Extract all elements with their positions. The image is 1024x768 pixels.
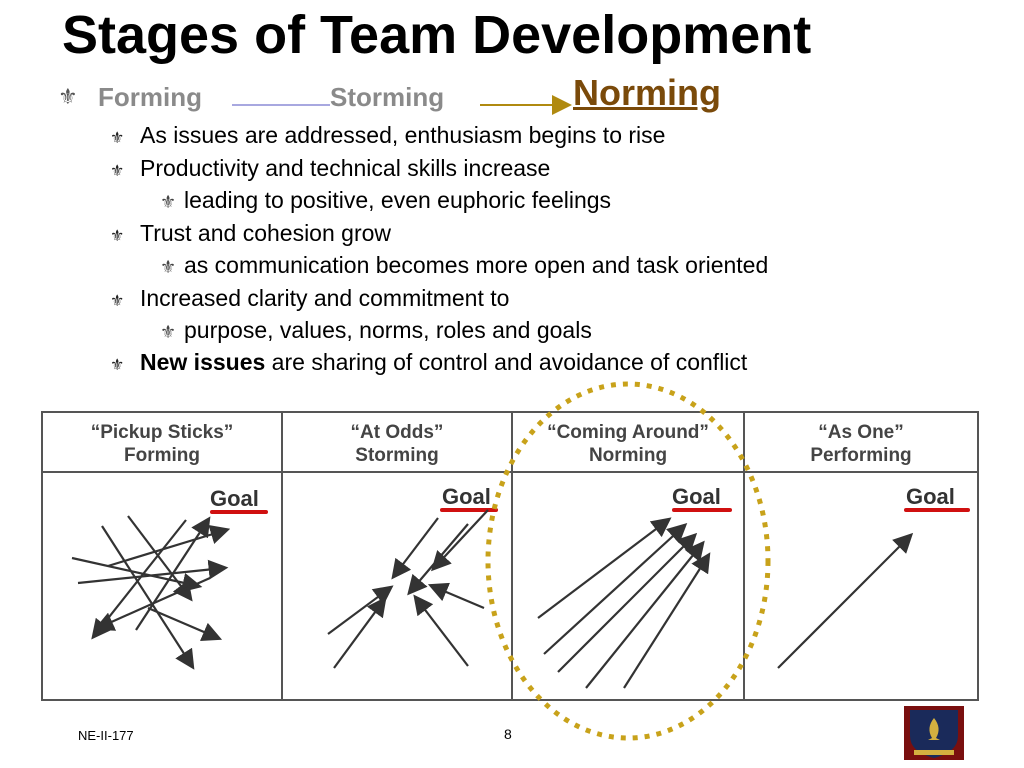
panel-nickname: “At Odds” <box>350 422 444 443</box>
list-item: ⚜ leading to positive, even euphoric feelings <box>160 187 612 213</box>
panel-stage: Performing <box>810 445 912 466</box>
footer-code: NE-II-177 <box>78 728 134 743</box>
list-item: ⚜ Increased clarity and commitment to <box>110 285 510 311</box>
list-item: ⚜ New issues are sharing of control and avoidance of conflict <box>110 349 748 375</box>
stage-forming: Forming <box>98 82 202 112</box>
goal-label: Goal <box>442 484 491 509</box>
panel-nickname: “Coming Around” <box>547 422 709 443</box>
page-number: 8 <box>504 726 512 742</box>
goal-label: Goal <box>672 484 721 509</box>
panel-stage: Norming <box>588 445 668 466</box>
goal-label: Goal <box>210 486 259 511</box>
stage-norming: Norming <box>573 72 721 113</box>
fleur-de-lis-outline-icon: ⚜ <box>160 192 177 212</box>
fleur-de-lis-icon: ⚜ <box>58 84 78 109</box>
list-item: ⚜ Trust and cohesion grow <box>110 220 392 246</box>
fleur-de-lis-icon: ⚜ <box>110 130 125 147</box>
fleur-de-lis-icon: ⚜ <box>110 293 125 310</box>
fleur-de-lis-outline-icon: ⚜ <box>160 322 177 342</box>
panel-stage: Storming <box>355 445 439 466</box>
list-item: ⚜ as communication becomes more open and task oriented <box>160 252 769 278</box>
slide-title: Stages of Team Development <box>62 5 812 65</box>
emblem-logo-icon <box>904 706 964 760</box>
fleur-de-lis-icon: ⚜ <box>110 163 125 180</box>
fleur-de-lis-icon: ⚜ <box>110 228 125 245</box>
fleur-de-lis-outline-icon: ⚜ <box>160 257 177 277</box>
panel-stage: Forming <box>124 445 200 466</box>
panel-nickname: “Pickup Sticks” <box>90 422 234 443</box>
panel-nickname: “As One” <box>818 422 904 443</box>
list-item: ⚜ purpose, values, norms, roles and goals <box>160 317 592 343</box>
list-item: ⚜ As issues are addressed, enthusiasm begins to rise <box>110 122 666 148</box>
fleur-de-lis-icon: ⚜ <box>110 357 125 374</box>
stage-storming: Storming <box>330 82 445 112</box>
goal-label: Goal <box>906 484 955 509</box>
list-item: ⚜ Productivity and technical skills increase <box>110 155 551 181</box>
